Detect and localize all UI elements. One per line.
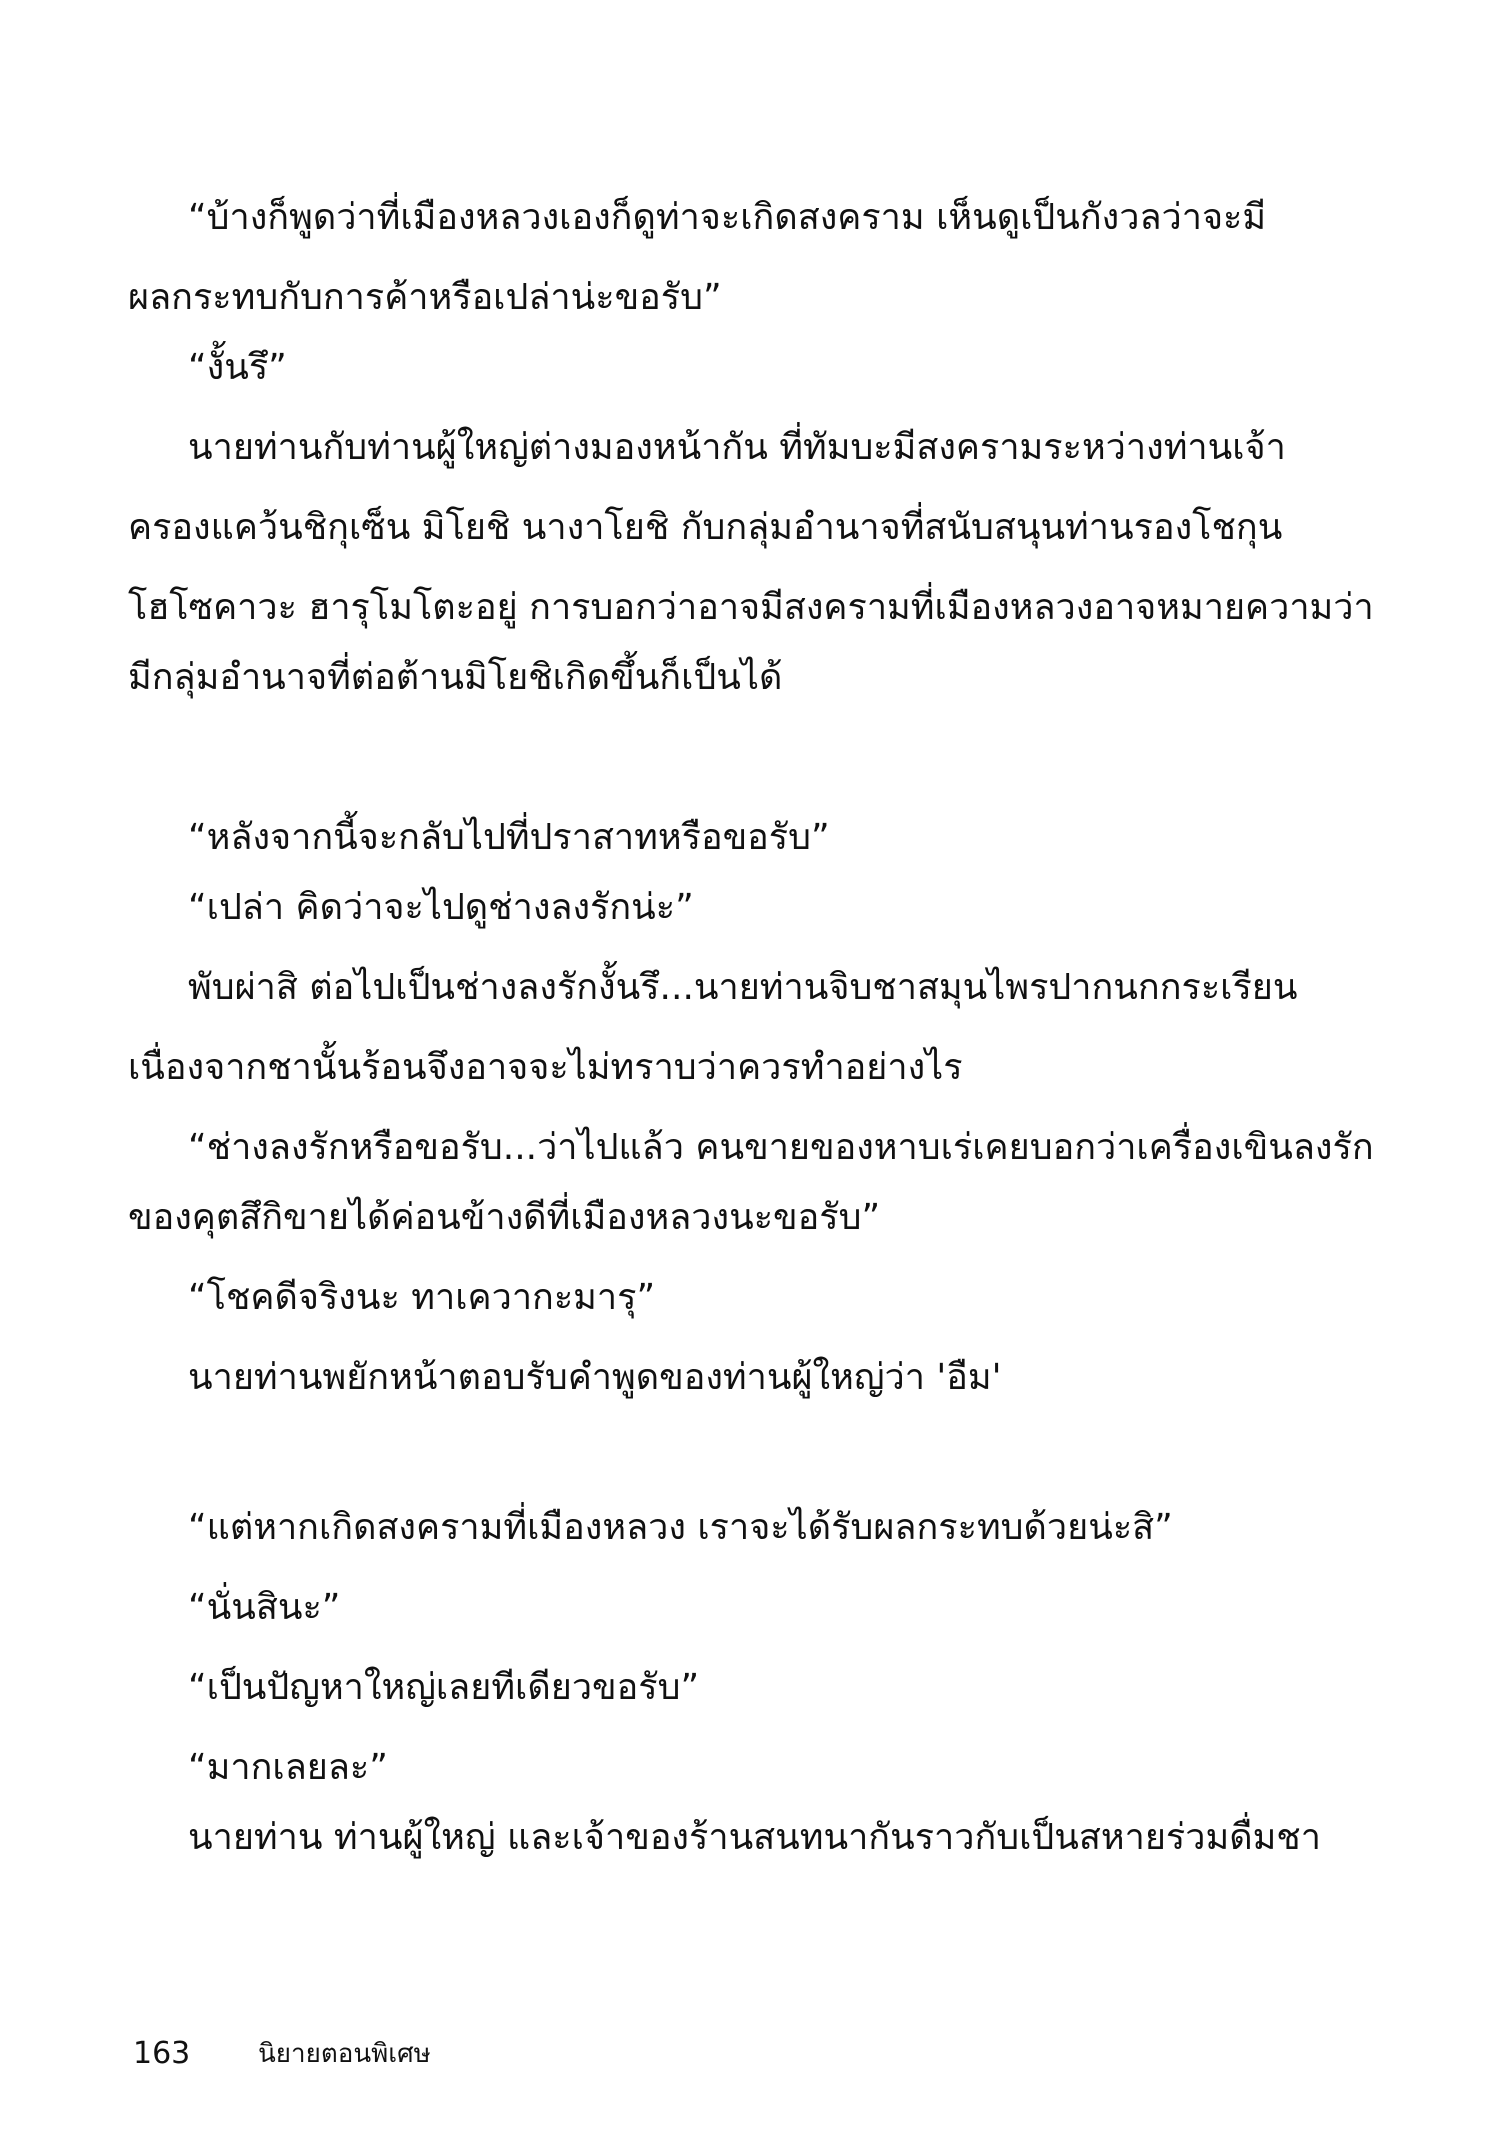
text-line: “ช่างลงรักหรือขอรับ...ว่าไปแล้ว คนขายของหาบเร่เคยบอกว่าเครื่องเขินลงรัก — [188, 1127, 1374, 1168]
text-line: ครองแคว้นชิกุเซ็น มิโยชิ นางาโยชิ กับกลุ่มอำนาจที่สนับสนุนท่านรองโชกุน — [128, 507, 1283, 548]
text-line: “บ้างก็พูดว่าที่เมืองหลวงเองก็ดูท่าจะเกิดสงคราม เห็นดูเป็นกังวลว่าจะมี — [188, 197, 1267, 238]
text-line: นายท่าน ท่านผู้ใหญ่ และเจ้าของร้านสนทนากันราวกับเป็นสหายร่วมดื่มชา — [188, 1817, 1321, 1858]
page-number: 163 — [133, 2036, 191, 2071]
text-line: เนื่องจากชานั้นร้อนจึงอาจจะไม่ทราบว่าควรทำอย่างไร — [128, 1047, 963, 1088]
text-line: นายท่านกับท่านผู้ใหญ่ต่างมองหน้ากัน ที่ทัมบะมีสงครามระหว่างท่านเจ้า — [188, 427, 1286, 468]
text-line: “นั่นสินะ” — [188, 1587, 341, 1628]
text-line: โฮโซคาวะ ฮารุโมโตะอยู่ การบอกว่าอาจมีสงครามที่เมืองหลวงอาจหมายความว่า — [128, 587, 1374, 628]
text-line: ของคุตสึกิขายได้ค่อนข้างดีที่เมืองหลวงนะขอรับ” — [128, 1197, 881, 1238]
text-line: “มากเลยละ” — [188, 1747, 388, 1788]
text-line: มีกลุ่มอำนาจที่ต่อต้านมิโยชิเกิดขึ้นก็เป็นได้ — [128, 657, 783, 698]
text-line: ผลกระทบกับการค้าหรือเปล่าน่ะขอรับ” — [128, 277, 722, 318]
text-line: “เปล่า คิดว่าจะไปดูช่างลงรักน่ะ” — [188, 887, 694, 928]
text-line: นายท่านพยักหน้าตอบรับคำพูดของท่านผู้ใหญ่ว่า 'อืม' — [188, 1357, 1002, 1398]
text-line: พับผ่าสิ ต่อไปเป็นช่างลงรักงั้นรึ...นายท่านจิบชาสมุนไพรปากนกกระเรียน — [188, 967, 1298, 1008]
text-line: “โชคดีจริงนะ ทาเควากะมารุ” — [188, 1277, 656, 1318]
text-line: “หลังจากนี้จะกลับไปที่ปราสาทหรือขอรับ” — [188, 817, 830, 858]
text-line: “เป็นปัญหาใหญ่เลยทีเดียวขอรับ” — [188, 1667, 700, 1708]
running-title: นิยายตอนพิเศษ — [258, 2039, 431, 2069]
text-line: “งั้นรึ” — [188, 347, 287, 388]
text-line: “แต่หากเกิดสงครามที่เมืองหลวง เราจะได้รับผลกระทบด้วยน่ะสิ” — [188, 1507, 1173, 1548]
